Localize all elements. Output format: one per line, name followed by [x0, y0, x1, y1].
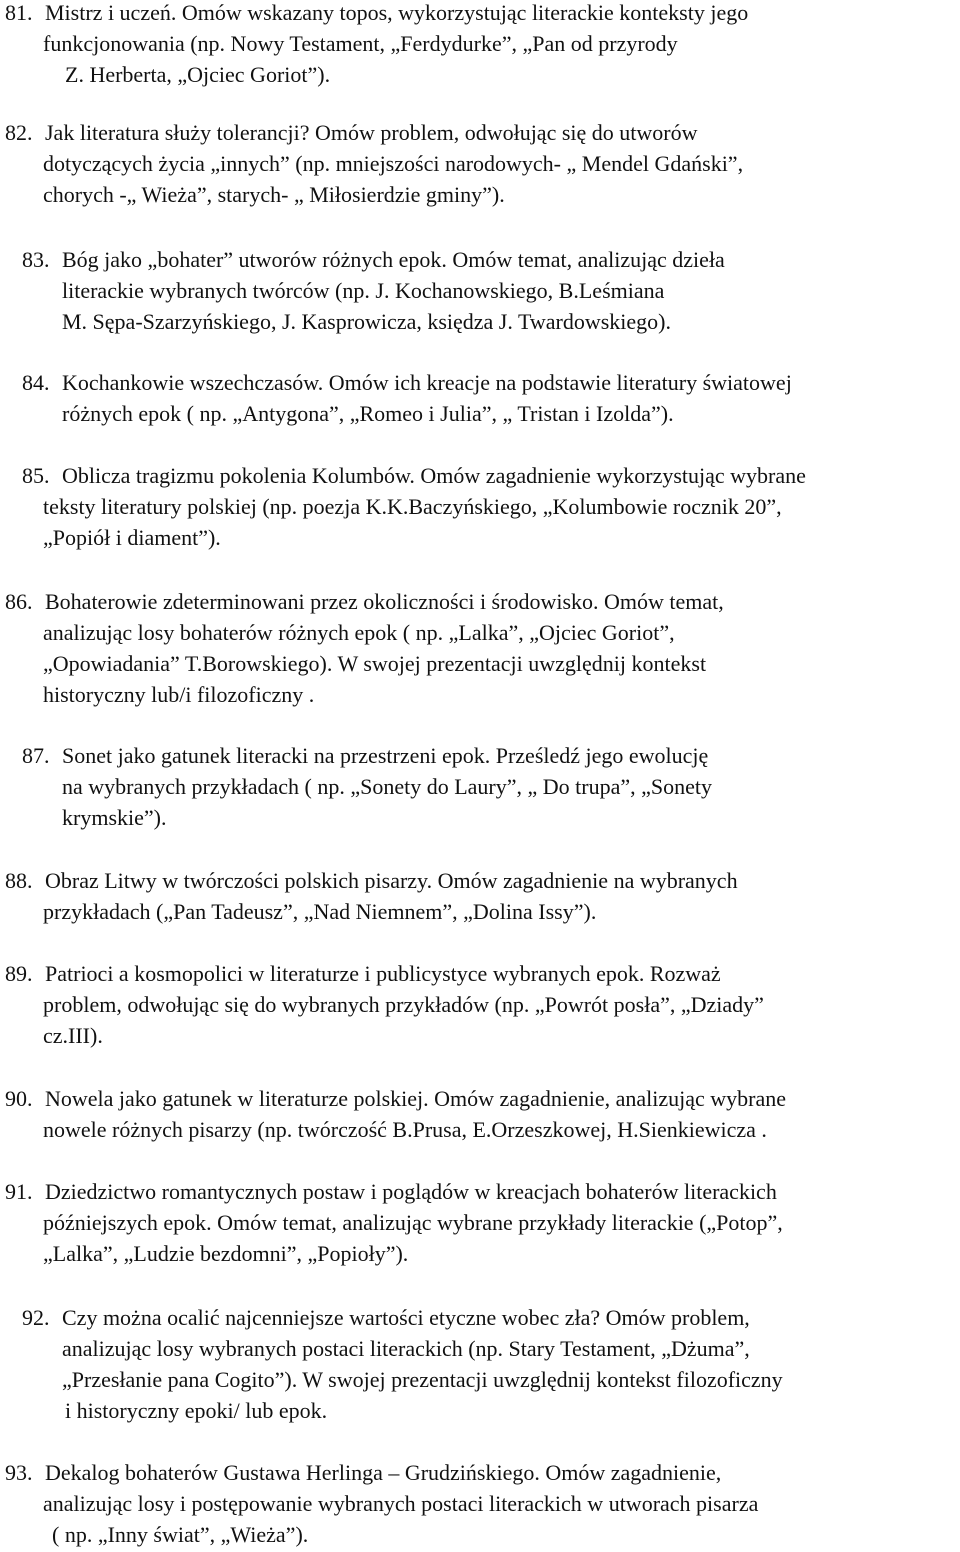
topic-line: Bohaterowie zdeterminowani przez okoliczności i środowisko. Omów temat, — [45, 589, 724, 614]
topic-number: 83. — [22, 247, 50, 272]
topic-line: Jak literatura służy tolerancji? Omów problem, odwołując się do utworów — [45, 120, 698, 145]
topic-line: Dekalog bohaterów Gustawa Herlinga – Grudzińskiego. Omów zagadnienie, — [45, 1460, 722, 1485]
topic-number: 89. — [5, 961, 33, 986]
topic-line: M. Sępa-Szarzyńskiego, J. Kasprowicza, księdza J. Twardowskiego). — [62, 309, 672, 334]
topic-number: 87. — [22, 743, 50, 768]
topic-line: ( np. „Inny świat”, „Wieża”). — [52, 1522, 309, 1547]
topic-line: Mistrz i uczeń. Omów wskazany topos, wykorzystując literackie konteksty jego — [45, 0, 749, 25]
topic-line: Z. Herberta, „Ojciec Goriot”). — [65, 62, 331, 87]
topic-line: Czy można ocalić najcenniejsze wartości etyczne wobec zła? Omów problem, — [62, 1305, 750, 1330]
topic-number: 84. — [22, 370, 50, 395]
topic-line: chorych -„ Wieża”, starych- „ Miłosierdzie gminy”). — [43, 182, 505, 207]
topic-line: historyczny lub/i filozoficzny . — [43, 682, 315, 707]
topic-line: i historyczny epoki/ lub epok. — [65, 1398, 328, 1423]
topic-line: analizując losy i postępowanie wybranych postaci literackich w utworach pisarza — [43, 1491, 759, 1516]
topic-line: Bóg jako „bohater” utworów różnych epok. Omów temat, analizując dzieła — [62, 247, 725, 272]
topic-number: 86. — [5, 589, 33, 614]
topic-number: 88. — [5, 868, 33, 893]
topic-line: analizując losy bohaterów różnych epok ( np. „Lalka”, „Ojciec Goriot”, — [43, 620, 675, 645]
topic-line: Dziedzictwo romantycznych postaw i poglądów w kreacjach bohaterów literackich — [45, 1179, 777, 1204]
topic-line: późniejszych epok. Omów temat, analizując wybrane przykłady literackie („Potop”, — [43, 1210, 783, 1235]
topic-line: „Lalka”, „Ludzie bezdomni”, „Popioły”). — [43, 1241, 409, 1266]
topic-line: literackie wybranych twórców (np. J. Kochanowskiego, B.Leśmiana — [62, 278, 665, 303]
topic-line: Nowela jako gatunek w literaturze polskiej. Omów zagadnienie, analizując wybrane — [45, 1086, 786, 1111]
topic-line: Oblicza tragizmu pokolenia Kolumbów. Omów zagadnienie wykorzystując wybrane — [62, 463, 806, 488]
topic-line: analizując losy wybranych postaci literackich (np. Stary Testament, „Dżuma”, — [62, 1336, 750, 1361]
topic-line: „Opowiadania” T.Borowskiego). W swojej prezentacji uwzględnij kontekst — [43, 651, 707, 676]
topic-number: 82. — [5, 120, 33, 145]
topic-line: „Przesłanie pana Cogito”). W swojej prezentacji uwzględnij kontekst filozoficzny — [62, 1367, 783, 1392]
topic-line: „Popiół i diament”). — [43, 525, 221, 550]
topic-number: 92. — [22, 1305, 50, 1330]
topic-line: dotyczących życia „innych” (np. mniejszości narodowych- „ Mendel Gdański”, — [43, 151, 744, 176]
topic-line: Obraz Litwy w twórczości polskich pisarzy. Omów zagadnienie na wybranych — [45, 868, 738, 893]
topic-line: funkcjonowania (np. Nowy Testament, „Ferdydurke”, „Pan od przyrody — [43, 31, 678, 56]
topic-line: teksty literatury polskiej (np. poezja K.K.Baczyńskiego, „Kolumbowie rocznik 20”, — [43, 494, 782, 519]
topic-number: 81. — [5, 0, 33, 25]
topic-number: 93. — [5, 1460, 33, 1485]
topic-line: nowele różnych pisarzy (np. twórczość B.Prusa, E.Orzeszkowej, H.Sienkiewicza . — [43, 1117, 767, 1142]
topic-line: Kochankowie wszechczasów. Omów ich kreacje na podstawie literatury światowej — [62, 370, 792, 395]
topic-number: 90. — [5, 1086, 33, 1111]
topic-line: Sonet jako gatunek literacki na przestrzeni epok. Prześledź jego ewolucję — [62, 743, 709, 768]
topic-number: 91. — [5, 1179, 33, 1204]
topic-line: Patrioci a kosmopolici w literaturze i publicystyce wybranych epok. Rozważ — [45, 961, 721, 986]
topic-number: 85. — [22, 463, 50, 488]
topic-line: na wybranych przykładach ( np. „Sonety do Laury”, „ Do trupa”, „Sonety — [62, 774, 712, 799]
topic-line: różnych epok ( np. „Antygona”, „Romeo i Julia”, „ Tristan i Izolda”). — [62, 401, 674, 426]
topic-line: przykładach („Pan Tadeusz”, „Nad Niemnem”, „Dolina Issy”). — [43, 899, 597, 924]
topic-line: krymskie”). — [62, 805, 167, 830]
topic-line: problem, odwołując się do wybranych przykładów (np. „Powrót posła”, „Dziady” — [43, 992, 764, 1017]
topic-line: cz.III). — [43, 1023, 103, 1048]
